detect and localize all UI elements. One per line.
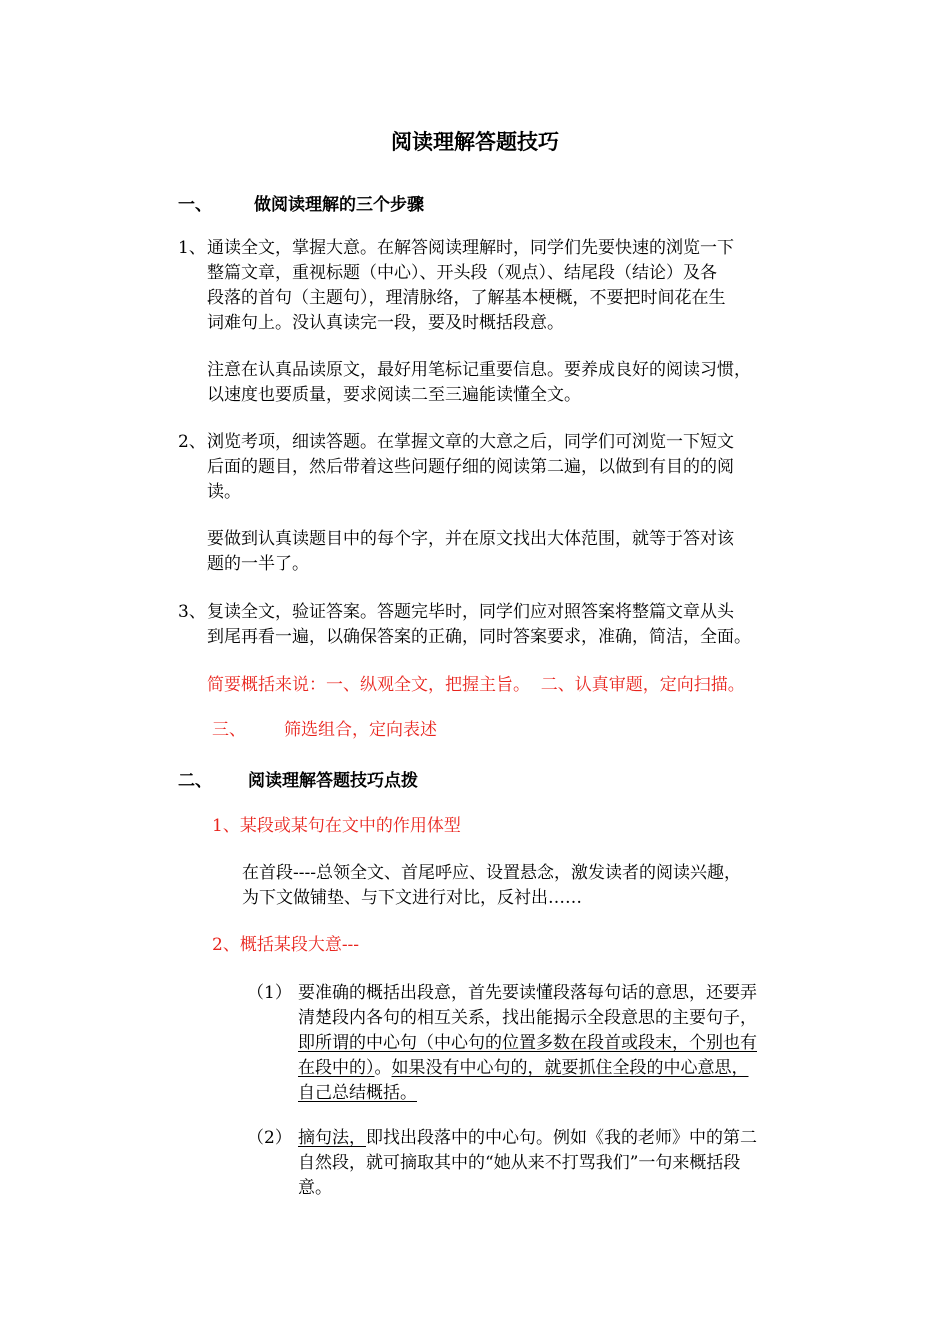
text-line: 题的一半了。 — [207, 554, 309, 574]
underlined-text: 即所谓的中心句（中心句的位置多数在段首或段末，个别也有 — [298, 1033, 757, 1053]
text-line: 自然段，就可摘取其中的“她从来不打骂我们”一句来概括段 — [298, 1153, 741, 1173]
item1-paragraph — [298, 981, 757, 1106]
page-title: 阅读理解答题技巧 — [391, 129, 559, 154]
underlined-text: 在段中的） — [298, 1058, 375, 1078]
text-line — [298, 1081, 757, 1106]
underlined-text: 自己总结概括。 — [298, 1083, 417, 1103]
text-line: 以速度也要质量，要求阅读二至三遍能读懂全文。 — [207, 385, 581, 405]
text-line: 词难句上。没认真读完一段，要及时概括段意。 — [207, 313, 564, 333]
underlined-text: 摘句法， — [298, 1128, 366, 1148]
text-line: 意。 — [298, 1178, 332, 1198]
text-line — [298, 1056, 757, 1081]
text-span: 即找出段落中的中心句。例如《我的老师》中的第二 — [366, 1128, 757, 1148]
text-line: 要做到认真读题目中的每个字，并在原文找出大体范围，就等于答对该 — [207, 529, 734, 549]
sub2-heading: 2、概括某段大意--- — [212, 935, 360, 955]
text-line: 到尾再看一遍，以确保答案的正确，同时答案要求，准确，简洁，全面。 — [207, 627, 751, 647]
text-line: 为下文做铺垫、与下文进行对比，反衬出…… — [242, 888, 582, 908]
text-line: 要准确的概括出段意，首先要读懂段落每句话的意思，还要弄 — [298, 983, 757, 1003]
sub1-heading: 1、某段或某句在文中的作用体型 — [212, 816, 461, 836]
sub1-paragraph — [242, 861, 741, 911]
step2-paragraph — [207, 430, 734, 505]
text-line: 在首段----总领全文、首尾呼应、设置悬念，激发读者的阅读兴趣， — [242, 863, 741, 883]
section1-number: 一、 — [178, 195, 212, 215]
text-line: 浏览考项，细读答题。在掌握文章的大意之后，同学们可浏览一下短文 — [207, 432, 734, 452]
text-line — [298, 1126, 757, 1151]
section2-number: 二、 — [178, 771, 212, 791]
text-line: 通读全文，掌握大意。在解答阅读理解时，同学们先要快速的浏览一下 — [207, 238, 734, 258]
text-line: 后面的题目，然后带着这些问题仔细的阅读第二遍，以做到有目的的阅 — [207, 457, 734, 477]
item2-number: （2） — [247, 1128, 292, 1148]
text-line: 注意在认真品读原文，最好用笔标记重要信息。要养成良好的阅读习惯， — [207, 360, 751, 380]
section1-heading: 做阅读理解的三个步骤 — [254, 195, 424, 215]
text-line — [298, 1031, 757, 1056]
text-line: 读。 — [207, 482, 241, 502]
underlined-text: 如果没有中心句的，就要抓住全段的中心意思， — [391, 1058, 749, 1078]
item1-number: （1） — [247, 983, 292, 1003]
text-line: 整篇文章，重视标题（中心）、开头段（观点）、结尾段（结论）及各 — [207, 263, 717, 283]
step2-note — [207, 527, 734, 577]
item2-paragraph — [298, 1126, 757, 1201]
summary-line: 简要概括来说：一、纵观全文，把握主旨。 二、认真审题，定向扫描。 — [207, 675, 745, 695]
summary-item-text: 筛选组合，定向表述 — [284, 720, 437, 740]
text-span: 。 — [374, 1058, 392, 1078]
section2-heading: 阅读理解答题技巧点拨 — [248, 771, 418, 791]
text-line: 清楚段内各句的相互关系，找出能揭示全段意思的主要句子， — [298, 1008, 757, 1028]
step1-note — [207, 358, 751, 408]
summary-item-number: 三、 — [212, 720, 246, 740]
step2-number: 2、 — [178, 432, 206, 452]
text-line: 复读全文，验证答案。答题完毕时，同学们应对照答案将整篇文章从头 — [207, 602, 734, 622]
step3-paragraph — [207, 600, 751, 650]
step3-number: 3、 — [178, 602, 206, 622]
step1-paragraph — [207, 236, 734, 336]
step1-number: 1、 — [178, 238, 206, 258]
text-line: 段落的首句（主题句），理清脉络，了解基本梗概，不要把时间花在生 — [207, 288, 726, 308]
